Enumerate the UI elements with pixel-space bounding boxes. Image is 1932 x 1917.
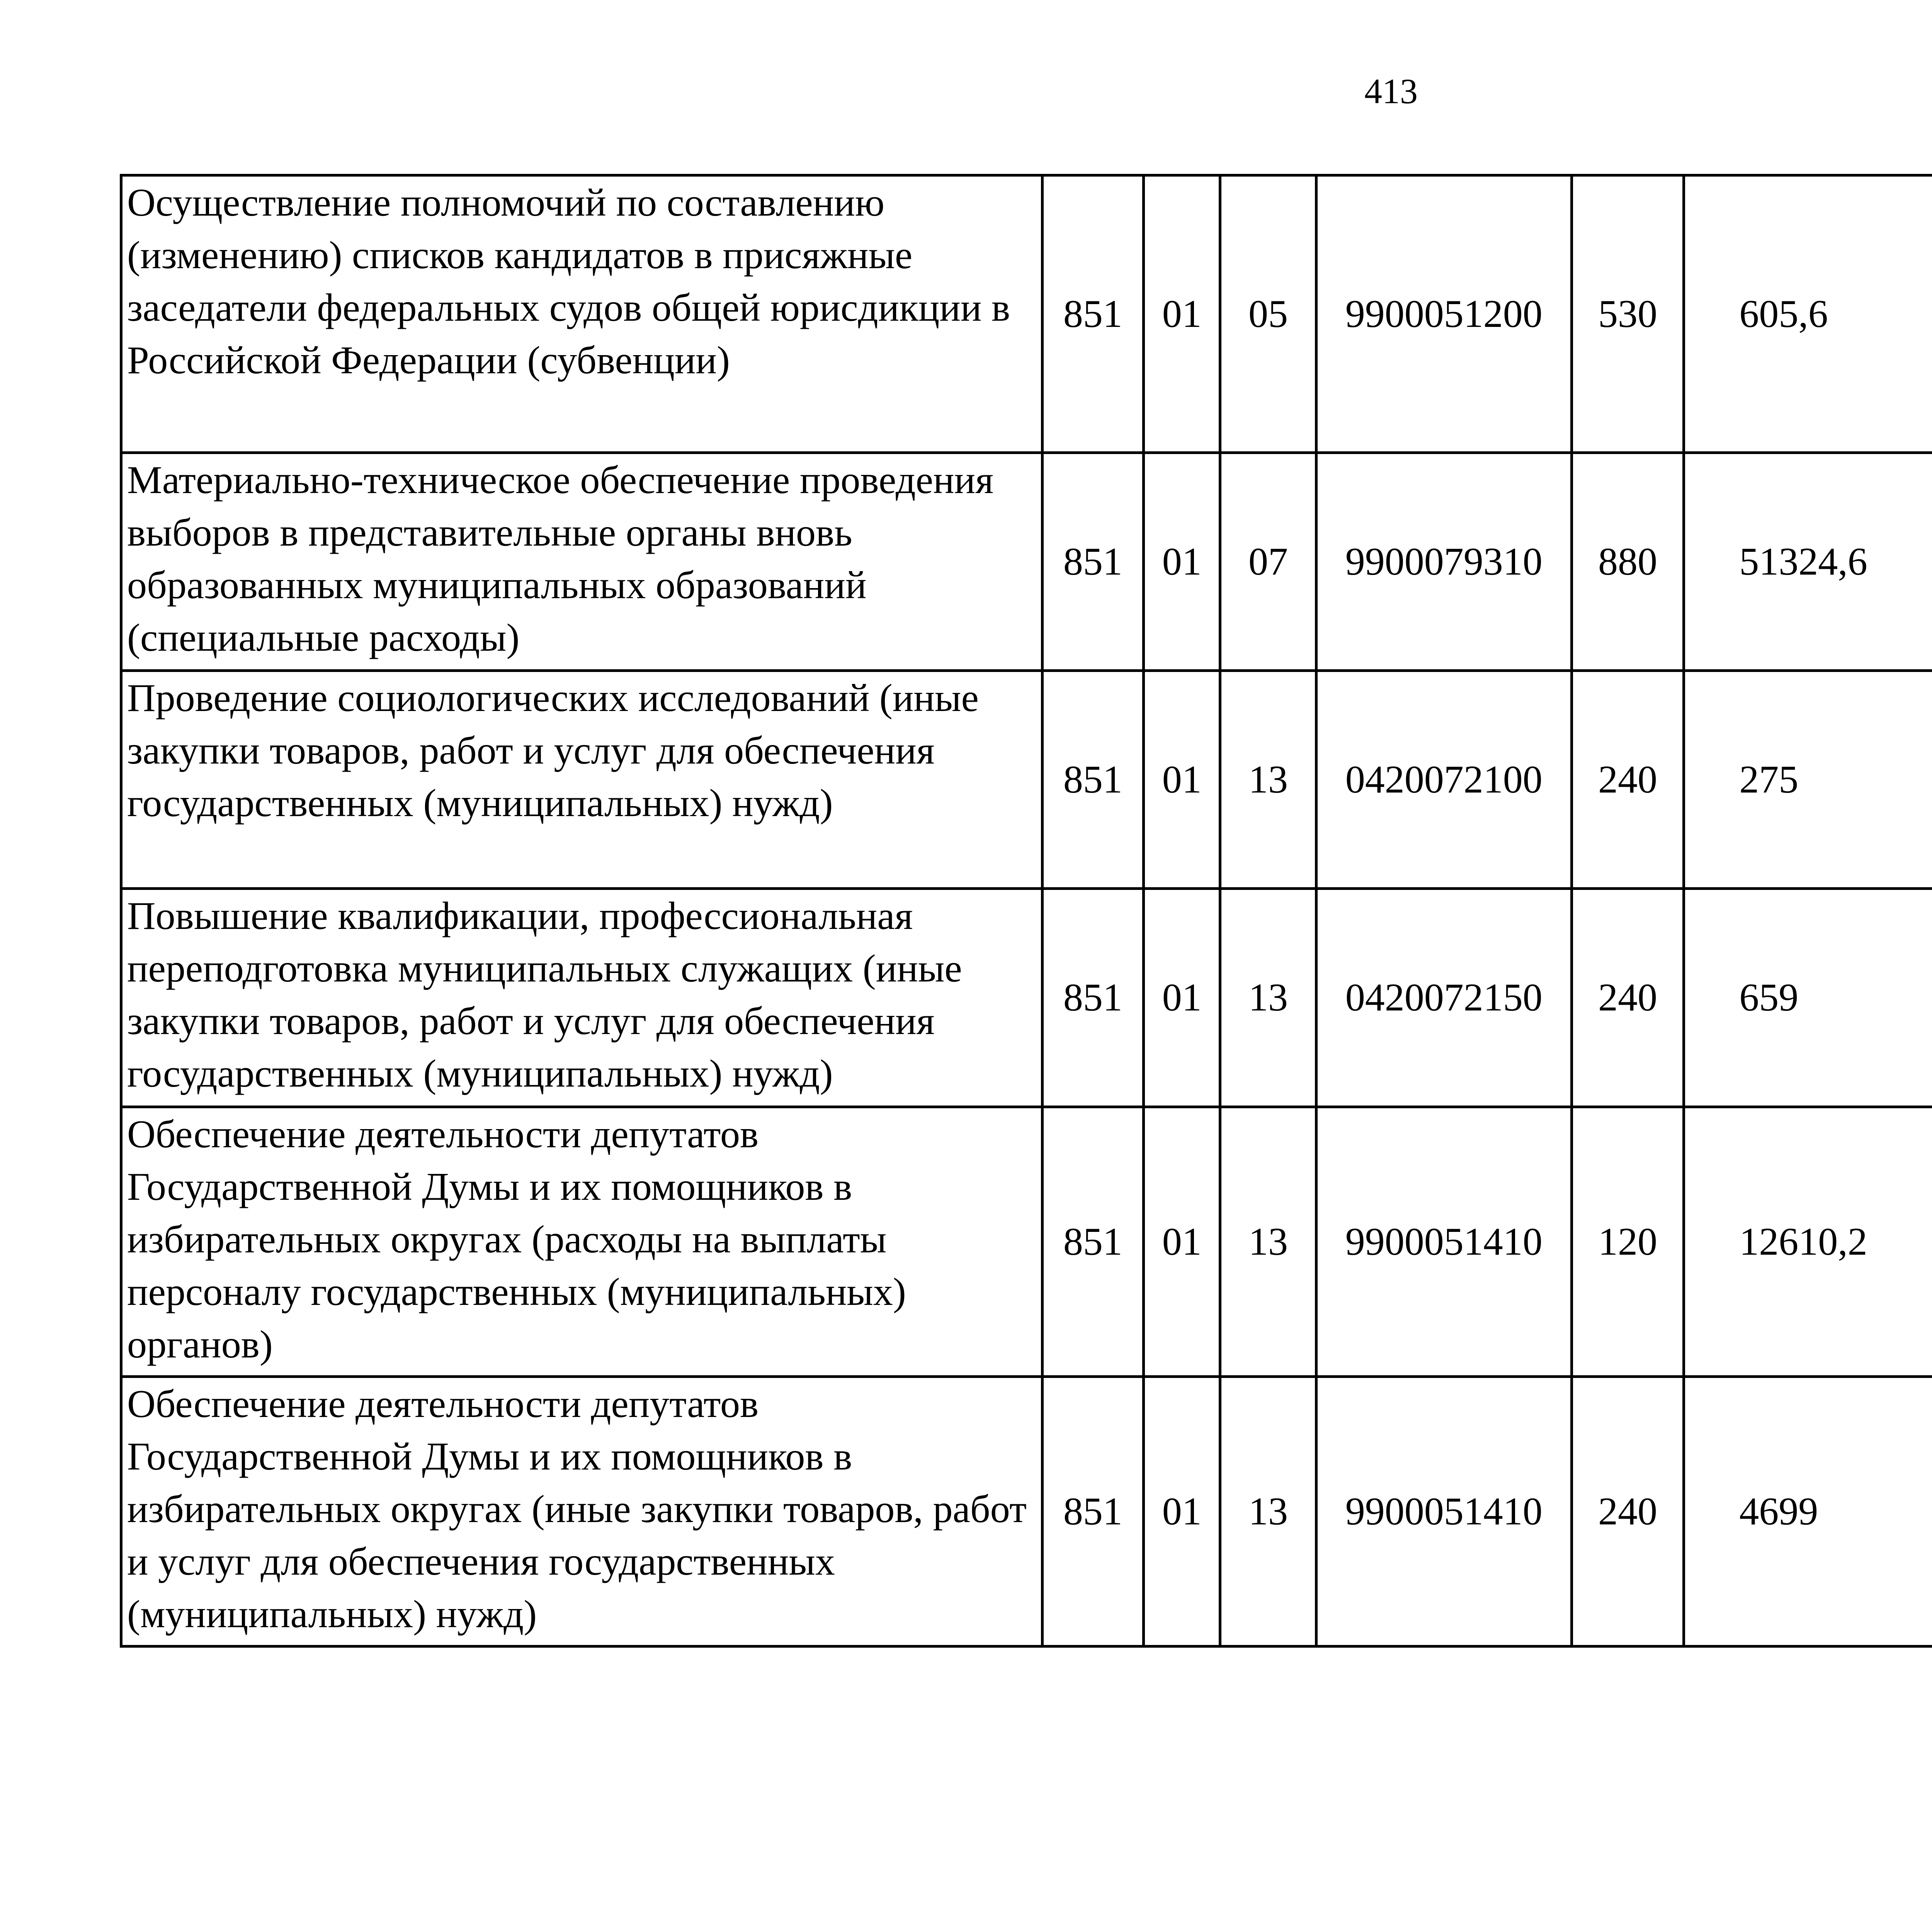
expense-type-code: 530 — [1571, 175, 1684, 453]
subsection-code: 05 — [1220, 175, 1316, 453]
amount-year-1: 4699 — [1684, 1377, 1932, 1647]
table-row — [121, 1107, 1932, 1377]
amount-year-1: 275 — [1684, 671, 1932, 889]
section-code: 01 — [1144, 453, 1220, 671]
amount-year-1: 12610,2 — [1684, 1107, 1932, 1377]
target-article-code: 9900051200 — [1316, 175, 1571, 453]
section-code: 01 — [1144, 175, 1220, 453]
ved-code: 851 — [1042, 175, 1143, 453]
target-article-code: 9900051410 — [1316, 1377, 1571, 1647]
row-name: Осуществление полномочий по составлению (изменению) списков кандидатов в присяжные заседатели федеральных судов общей юрисдикции в Российской Федерации (субвенции) — [121, 175, 1043, 453]
section-code: 01 — [1144, 1377, 1220, 1647]
expense-type-code: 880 — [1571, 453, 1684, 671]
target-article-code: 9900079310 — [1316, 453, 1571, 671]
subsection-code: 13 — [1220, 1377, 1316, 1647]
subsection-code: 13 — [1220, 1107, 1316, 1377]
expense-type-code: 120 — [1571, 1107, 1684, 1377]
subsection-code: 07 — [1220, 453, 1316, 671]
budget-table — [120, 174, 1932, 1648]
target-article-code: 0420072150 — [1316, 889, 1571, 1107]
row-name: Материально-техническое обеспечение проведения выборов в представительные органы вновь образованных муниципальных образований (специальные расходы) — [121, 453, 1043, 671]
section-code: 01 — [1144, 671, 1220, 889]
table-row — [121, 453, 1932, 671]
table-row — [121, 671, 1932, 889]
table-row — [121, 889, 1932, 1107]
target-article-code: 9900051410 — [1316, 1107, 1571, 1377]
row-name: Проведение социологических исследований (иные закупки товаров, работ и услуг для обеспечения государственных (муниципальных) нужд) — [121, 671, 1043, 889]
amount-year-1: 605,6 — [1684, 175, 1932, 453]
amount-year-1: 51324,6 — [1684, 453, 1932, 671]
page-number: 413 — [1364, 71, 1418, 111]
amount-year-1: 659 — [1684, 889, 1932, 1107]
subsection-code: 13 — [1220, 671, 1316, 889]
subsection-code: 13 — [1220, 889, 1316, 1107]
ved-code: 851 — [1042, 1377, 1143, 1647]
table-row — [121, 175, 1932, 453]
ved-code: 851 — [1042, 671, 1143, 889]
row-name: Повышение квалификации, профессиональная переподготовка муниципальных служащих (иные закупки товаров, работ и услуг для обеспечения государственных (муниципальных) нужд) — [121, 889, 1043, 1107]
ved-code: 851 — [1042, 1107, 1143, 1377]
ved-code: 851 — [1042, 453, 1143, 671]
table-row — [121, 1377, 1932, 1647]
expense-type-code: 240 — [1571, 1377, 1684, 1647]
row-name: Обеспечение деятельности депутатов Государственной Думы и их помощников в избирательных округах (иные закупки товаров, работ и услуг для обеспечения государственных (муниципальных) нужд) — [121, 1377, 1043, 1647]
target-article-code: 0420072100 — [1316, 671, 1571, 889]
expense-type-code: 240 — [1571, 671, 1684, 889]
ved-code: 851 — [1042, 889, 1143, 1107]
section-code: 01 — [1144, 1107, 1220, 1377]
row-name: Обеспечение деятельности депутатов Государственной Думы и их помощников в избирательных округах (расходы на выплаты персоналу государственных (муниципальных) органов) — [121, 1107, 1043, 1377]
expense-type-code: 240 — [1571, 889, 1684, 1107]
section-code: 01 — [1144, 889, 1220, 1107]
